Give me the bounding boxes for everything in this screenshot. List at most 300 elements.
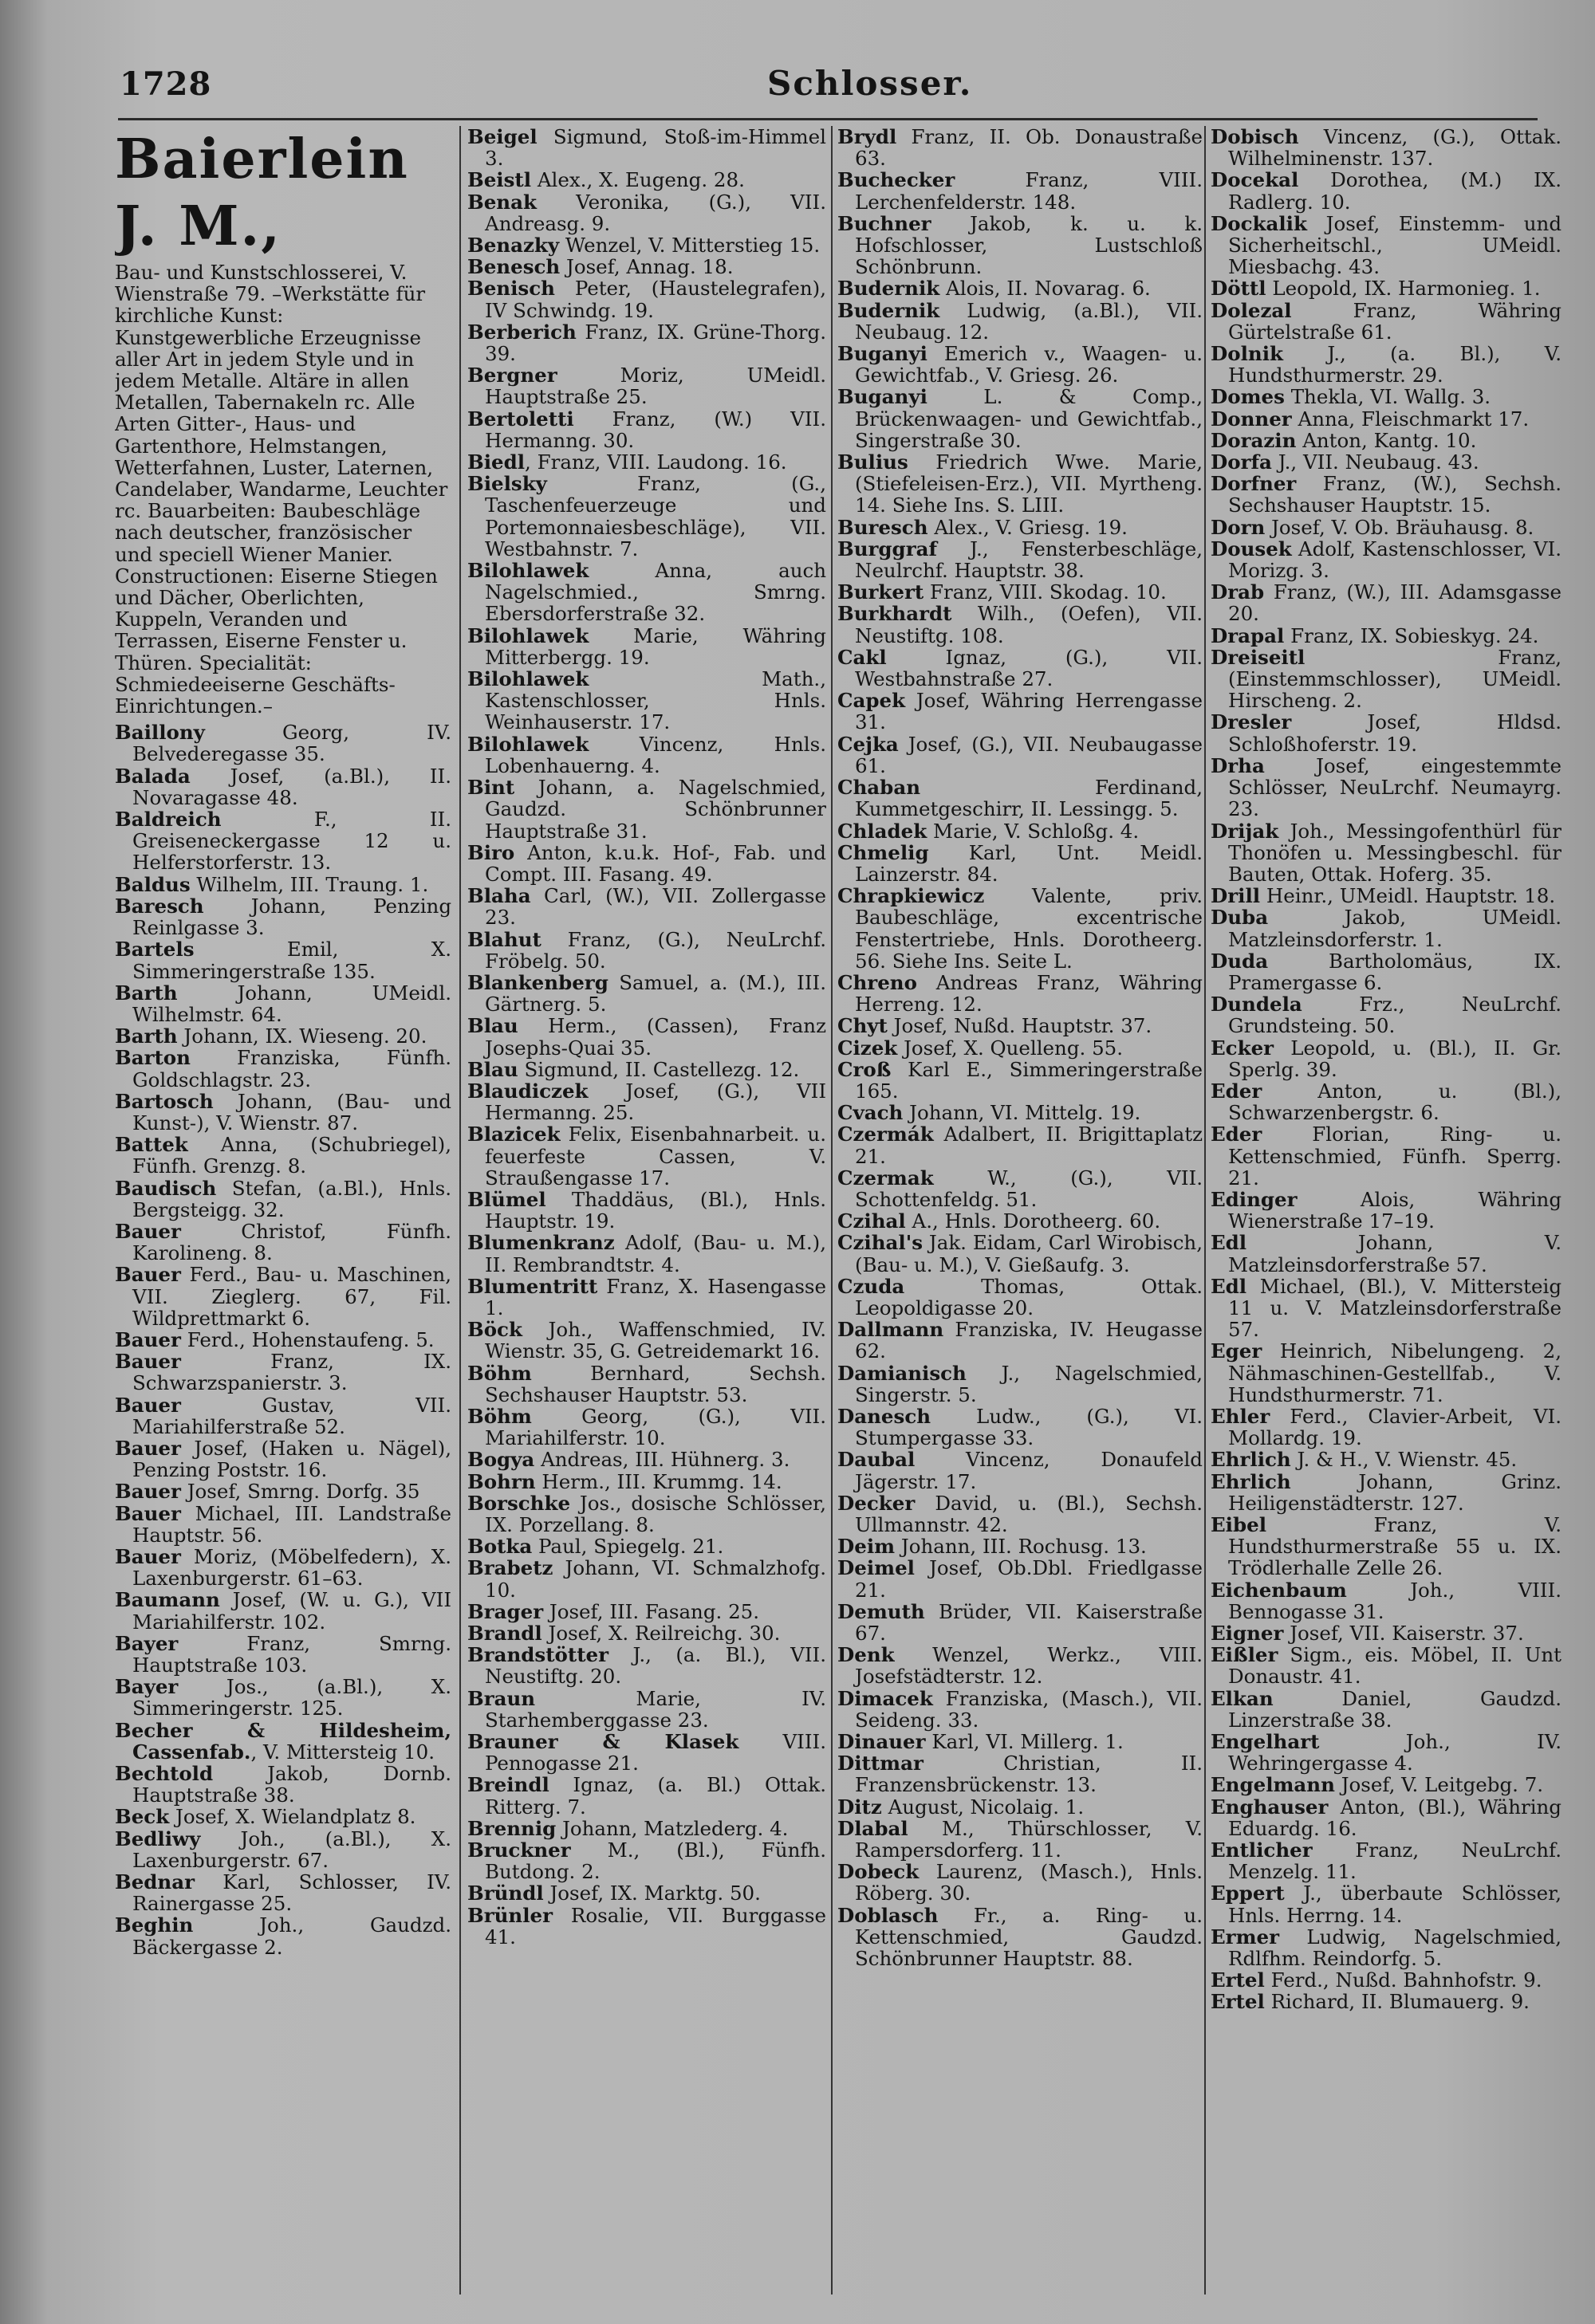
entry-details: Valente, priv. Baubeschläge, excentrische Fenstertriebe, Hnls. Dorotheerg. 56. Siehe Ins. Seite L. <box>855 884 1203 973</box>
entry-name: Blumenkranz <box>467 1231 615 1255</box>
directory-entry <box>115 1720 451 1763</box>
entry-details: Josef, (Haken u. Nägel), Penzing Poststr. 16. <box>132 1436 451 1482</box>
directory-entry <box>1211 1189 1562 1232</box>
directory-entry <box>467 1839 826 1882</box>
entry-name: Eichenbaum <box>1211 1578 1347 1602</box>
directory-entry <box>1211 625 1562 647</box>
directory-entry <box>837 386 1203 451</box>
entry-details: Anna, Fleischmarkt 17. <box>1291 407 1530 431</box>
directory-entry <box>467 126 826 169</box>
entry-name: Baldus <box>115 872 191 896</box>
entry-name: Ecker <box>1211 1036 1274 1060</box>
column-3-entries <box>837 126 1203 1969</box>
directory-entry <box>1211 1406 1562 1449</box>
directory-entry <box>467 1319 826 1362</box>
directory-entry <box>837 1123 1203 1166</box>
directory-entry <box>837 1210 1203 1232</box>
entry-name: Dorfner <box>1211 472 1297 496</box>
entry-name: Blümel <box>467 1187 546 1211</box>
directory-entry <box>115 1221 451 1264</box>
directory-entry <box>837 451 1203 517</box>
directory-entry <box>1211 1340 1562 1406</box>
directory-entry <box>467 364 826 407</box>
directory-entry <box>837 842 1203 885</box>
directory-entry <box>467 1622 826 1644</box>
entry-name: Berberich <box>467 320 577 344</box>
entry-name: Dolnik <box>1211 342 1283 366</box>
entry-name: Bründl <box>467 1882 544 1905</box>
directory-entry <box>1211 451 1562 473</box>
entry-name: Ertel <box>1211 1990 1265 2014</box>
directory-entry <box>1211 213 1562 278</box>
entry-details: J. & H., V. Wienstr. 45. <box>1290 1448 1518 1472</box>
entry-name: Bechtold <box>115 1762 214 1786</box>
entry-details: Vincenz, (G.), Ottak. Wilhelminenstr. 137. <box>1228 126 1562 171</box>
directory-entry <box>1211 1688 1562 1731</box>
entry-details: Peter, (Haustelegrafen), IV Schwindg. 19. <box>485 277 826 322</box>
directory-entry <box>1211 1579 1562 1622</box>
entry-details: Johann, Grinz. Heiligenstädterstr. 127. <box>1228 1469 1562 1515</box>
entry-name: Czihal <box>837 1209 906 1233</box>
directory-entry <box>467 668 826 733</box>
entry-name: Baudisch <box>115 1176 217 1200</box>
entry-details: Stefan, (a.Bl.), Hnls. Bergsteigg. 32. <box>132 1176 451 1221</box>
entry-name: Blazicek <box>467 1123 561 1146</box>
entry-name: Cvach <box>837 1101 904 1125</box>
directory-entry <box>115 1676 451 1719</box>
directory-entry <box>115 1763 451 1806</box>
entry-details: Joh., IV. Wehringergasse 4. <box>1228 1730 1562 1775</box>
directory-entry <box>467 560 826 625</box>
entry-name: Czuda <box>837 1274 905 1298</box>
entry-details: Bartholomäus, IX. Pramergasse 6. <box>1228 949 1562 994</box>
entry-name: Blahut <box>467 927 542 951</box>
column-2 <box>467 126 826 2295</box>
entry-name: Bertoletti <box>467 407 574 431</box>
directory-entry <box>467 1449 826 1470</box>
entry-name: Bauer <box>115 1263 181 1287</box>
entry-details: Dorothea, (M.) IX. Radlerg. 10. <box>1228 168 1562 214</box>
directory-entry <box>467 885 826 928</box>
entry-details: Alex., V. Griesg. 19. <box>927 515 1128 539</box>
entry-details: Ignaz, (a. Bl.) Ottak. Ritterg. 7. <box>485 1773 826 1819</box>
directory-entry <box>1211 950 1562 993</box>
directory-entry <box>115 1871 451 1914</box>
entry-name: Eißler <box>1211 1643 1278 1667</box>
entry-name: Bauer <box>115 1327 181 1351</box>
entry-details: Thekla, VI. Wallg. 3. <box>1284 385 1491 409</box>
entry-details: Johann, Matzlederg. 4. <box>556 1816 789 1840</box>
directory-entry <box>837 820 1203 842</box>
entry-details: Math., Kastenschlosser, Hnls. Weinhauserstr. 17. <box>485 667 826 734</box>
entry-details: Anna, (Schubriegel), Fünfh. Grenzg. 8. <box>132 1133 451 1178</box>
directory-entry <box>837 1861 1203 1904</box>
entry-details: Josef, V. Leitgebg. 7. <box>1334 1773 1544 1797</box>
entry-name: Beghin <box>115 1913 194 1937</box>
directory-entry <box>467 972 826 1015</box>
entry-details: Thaddäus, (Bl.), Hnls. Hauptstr. 19. <box>485 1187 826 1233</box>
entry-details: Thomas, Ottak. Leopoldigasse 20. <box>855 1274 1203 1319</box>
entry-name: Chyt <box>837 1014 888 1038</box>
entry-name: Drijak <box>1211 819 1279 843</box>
entry-details: Moriz, UMeidl. Hauptstraße 25. <box>485 364 826 409</box>
directory-entry <box>837 1492 1203 1536</box>
entry-name: Brünler <box>467 1903 553 1927</box>
directory-entry <box>115 1134 451 1177</box>
entry-name: Bruckner <box>467 1838 571 1862</box>
directory-entry <box>837 1557 1203 1600</box>
entry-name: Doblasch <box>837 1903 939 1927</box>
entry-details: Fr., a. Ring- u. Kettenschmied, Gaudzd. Schönbrunner Hauptstr. 88. <box>855 1903 1203 1971</box>
directory-entry <box>115 1481 451 1502</box>
entry-details: Christian, II. Franzensbrückenstr. 13. <box>855 1752 1203 1797</box>
entry-details: Josef, (W. u. G.), VII Mariahilferstr. 102. <box>132 1588 451 1634</box>
directory-entry <box>115 1091 451 1134</box>
entry-name: Blaudiczek <box>467 1079 589 1103</box>
entry-name: Eger <box>1211 1339 1262 1363</box>
entry-name: Brauner & Klasek <box>467 1730 739 1754</box>
directory-entry <box>837 517 1203 538</box>
directory-entry <box>837 1449 1203 1492</box>
entry-details: Franz, (G., Taschenfeuerzeuge und Portemonnaiesbeschläge), VII. Westbahnstr. 7. <box>485 472 826 560</box>
entry-name: Benak <box>467 190 537 214</box>
directory-entry <box>467 1492 826 1536</box>
directory-entry <box>467 1363 826 1406</box>
entry-details: Christof, Fünfh. Karolineng. 8. <box>132 1219 451 1265</box>
directory-entry <box>1211 1731 1562 1774</box>
entry-name: Deimel <box>837 1556 915 1580</box>
directory-entry <box>1211 538 1562 581</box>
entry-name: Biro <box>467 840 515 864</box>
entry-name: Beistl <box>467 168 532 192</box>
entry-name: Ermer <box>1211 1925 1280 1948</box>
entry-details: Emerich v., Waagen- u. Gewichtfab., V. Griesg. 26. <box>855 342 1203 387</box>
entry-name: Buganyi <box>837 385 927 409</box>
directory-entry <box>837 1796 1203 1818</box>
entry-details: Sigmund, Stoß-im-Himmel 3. <box>485 126 826 171</box>
entry-name: Czihal's <box>837 1231 924 1255</box>
entry-name: Breindl <box>467 1773 549 1797</box>
entry-details: Marie, IV. Starhemberggasse 23. <box>485 1686 826 1732</box>
entry-name: Böck <box>467 1318 522 1342</box>
entry-details: Ludw., (G.), VI. Stumpergasse 33. <box>855 1404 1203 1450</box>
directory-entry <box>1211 430 1562 451</box>
entry-details: Josef, Smrng. Dorfg. 35 <box>180 1480 420 1504</box>
directory-entry <box>1211 1123 1562 1189</box>
directory-entry <box>837 1363 1203 1406</box>
entry-details: Johann, III. Rochusg. 13. <box>895 1535 1147 1559</box>
directory-entry <box>467 169 826 191</box>
directory-entry <box>837 690 1203 733</box>
entry-details: Jak. Eidam, Carl Wirobisch, (Bau- u. M.), V. Gießaufg. 3. <box>855 1231 1203 1276</box>
directory-entry <box>1211 1080 1562 1123</box>
entry-details: Alex., X. Eugeng. 28. <box>531 168 745 192</box>
entry-details: Karl, VI. Millerg. 1. <box>925 1730 1124 1754</box>
entry-details: Joh., Messingofenthürl für Thonöfen u. Messingbeschl. für Bauten, Ottak. Hoferg. 35. <box>1228 819 1562 886</box>
directory-entry <box>115 1633 451 1676</box>
entry-details: Franz, V. Hundsthurmerstraße 55 u. IX. Trödlerhalle Zelle 26. <box>1228 1513 1562 1580</box>
entry-details: F., II. Greiseneckergasse 12 u. Helferstorferstr. 13. <box>132 808 451 875</box>
entry-name: Buresch <box>837 515 928 539</box>
directory-entry <box>467 451 826 473</box>
entry-details: Johann, VI. Schmalzhofg. 10. <box>485 1556 826 1602</box>
entry-details: Franziska, IV. Heugasse 62. <box>855 1318 1203 1363</box>
entry-name: Dreiseitl <box>1211 645 1306 669</box>
entry-name: Dousek <box>1211 537 1292 560</box>
entry-details: Ludwig, Nagelschmied, Rdlfhm. Reindorfg. 5. <box>1228 1925 1562 1971</box>
directory-entry <box>467 408 826 451</box>
entry-name: Böhm <box>467 1404 532 1428</box>
directory-entry <box>115 1503 451 1546</box>
entry-name: Dlabal <box>837 1816 908 1840</box>
entry-name: Bilohlawek <box>467 667 589 691</box>
entry-details: Daniel, Gaudzd. Linzerstraße 38. <box>1228 1686 1562 1732</box>
entry-name: Croß <box>837 1057 892 1081</box>
directory-entry <box>837 1167 1203 1210</box>
directory-entry <box>467 1232 826 1275</box>
entry-name: Brabetz <box>467 1556 553 1580</box>
directory-entry <box>1211 126 1562 169</box>
entry-name: Dundela <box>1211 993 1302 1017</box>
entry-name: Bauer <box>115 1544 181 1568</box>
entry-name: Baillony <box>115 721 205 745</box>
entry-details: Leopold, IX. Harmonieg. 1. <box>1266 277 1541 301</box>
entry-name: Chrapkiewicz <box>837 884 985 908</box>
directory-entry <box>1211 1882 1562 1925</box>
entry-name: Dinauer <box>837 1730 926 1754</box>
entry-name: Bergner <box>467 364 557 387</box>
directory-entry <box>467 1557 826 1600</box>
entry-name: Benesch <box>467 255 561 279</box>
directory-entry <box>1211 473 1562 516</box>
directory-entry <box>837 169 1203 212</box>
entry-name: Cakl <box>837 645 887 669</box>
entry-details: A., Hnls. Dorotheerg. 60. <box>905 1209 1161 1233</box>
entry-details: Franz, (W.), III. Adamsgasse 20. <box>1228 580 1562 626</box>
entry-details: Josef, Annag. 18. <box>560 255 734 279</box>
entry-details: J., überbaute Schlösser, Hnls. Herrng. 14. <box>1228 1882 1562 1927</box>
entry-details: Josef, IX. Marktg. 50. <box>543 1882 761 1905</box>
entry-details: Marie, Währing Mitterbergg. 19. <box>485 623 826 669</box>
directory-entry <box>467 1471 826 1492</box>
entry-name: Eppert <box>1211 1882 1285 1905</box>
directory-entry <box>115 722 451 765</box>
entry-details: Anna, auch Nagelschmied., Smrng. Ebersdorferstraße 32. <box>485 559 826 626</box>
entry-details: Josef, V. Ob. Bräuhausg. 8. <box>1265 515 1534 539</box>
directory-entry <box>837 733 1203 777</box>
directory-entry <box>837 277 1203 299</box>
entry-name: Duba <box>1211 906 1269 930</box>
directory-entry <box>1211 1449 1562 1470</box>
entry-name: Bilohlawek <box>467 732 589 756</box>
directory-entry <box>115 874 451 895</box>
directory-entry <box>467 777 826 842</box>
entry-details: Johann, a. Nagelschmied, Gaudzd. Schönbrunner Hauptstraße 31. <box>485 776 826 843</box>
entry-details: J., VII. Neubaug. 43. <box>1271 450 1479 474</box>
entry-details: Heinr., UMeidl. Hauptstr. 18. <box>1260 884 1556 908</box>
entry-details: Wilh., (Oefen), VII. Neustiftg. 108. <box>855 602 1203 647</box>
entry-name: Chmelig <box>837 840 929 864</box>
column-divider <box>831 126 833 2295</box>
entry-name: Ehrlich <box>1211 1448 1291 1472</box>
directory-entry <box>467 1059 826 1080</box>
directory-entry <box>467 1276 826 1319</box>
directory-entry <box>1211 711 1562 754</box>
entry-name: Beigel <box>467 126 538 148</box>
entry-name: Botka <box>467 1535 533 1559</box>
entry-name: Dresler <box>1211 710 1292 734</box>
entry-name: Böhm <box>467 1361 532 1385</box>
entry-details: Josef, X. Quelleng. 55. <box>897 1036 1124 1060</box>
entry-details: Leopold, u. (Bl.), II. Gr. Sperlg. 39. <box>1228 1036 1562 1081</box>
entry-details: Franz, Smrng. Hauptstraße 103. <box>132 1631 451 1677</box>
directory-entry <box>1211 300 1562 343</box>
entry-details: Adolf, Kastenschlosser, VI. Morizg. 3. <box>1228 537 1562 583</box>
entry-details: Paul, Spiegelg. 21. <box>532 1535 724 1559</box>
directory-entry <box>837 603 1203 646</box>
entry-details: Franz, (W.) VII. Hermanng. 30. <box>485 407 826 452</box>
entry-details: Franz, X. Hasengasse 1. <box>485 1274 826 1319</box>
entry-details: Josef, Einstemm- und Sicherheitschl., UMeidl. Miesbachg. 43. <box>1228 211 1562 279</box>
entry-details: Jos., (a.Bl.), X. Simmeringerstr. 125. <box>132 1675 451 1720</box>
entry-details: Ferd., Nußd. Bahnhofstr. 9. <box>1264 1968 1542 1992</box>
entry-name: Damianisch <box>837 1361 967 1385</box>
entry-name: Burkert <box>837 580 924 604</box>
directory-entry <box>115 1806 451 1827</box>
entry-details: Carl, (W.), VII. Zollergasse 23. <box>485 884 826 930</box>
directory-entry <box>467 929 826 972</box>
entry-name: Barton <box>115 1046 191 1070</box>
entry-details: Johann, UMeidl. Wilhelmstr. 64. <box>132 981 451 1026</box>
entry-details: Georg, (G.), VII. Mariahilferstr. 10. <box>485 1404 826 1450</box>
entry-name: Cejka <box>837 732 899 756</box>
directory-entry <box>1211 408 1562 430</box>
entry-details: , Franz, VIII. Laudong. 16. <box>525 450 787 474</box>
directory-entry <box>115 1351 451 1394</box>
entry-details: Gustav, VII. Mariahilferstraße 52. <box>132 1393 451 1438</box>
entry-details: Franz, (W.), Sechsh. Sechshauser Hauptstr. 15. <box>1228 472 1562 517</box>
entry-name: Dorn <box>1211 515 1266 539</box>
entry-details: Friedrich Wwe. Marie, (Stiefeleisen-Erz.), VII. Myrtheng. 14. Siehe Ins. S. LIII. <box>855 450 1203 517</box>
entry-name: Bilohlawek <box>467 559 589 583</box>
entry-details: J., Nagelschmied, Singerstr. 5. <box>855 1361 1203 1406</box>
entry-details: Moriz, (Möbelfedern), X. Laxenburgerstr. 61–63. <box>132 1544 451 1591</box>
entry-name: Dockalik <box>1211 211 1307 235</box>
column-1-entries <box>115 722 451 1958</box>
entry-name: Drapal <box>1211 623 1285 647</box>
entry-name: Elkan <box>1211 1686 1274 1710</box>
entry-name: Bayer <box>115 1675 179 1699</box>
entry-name: Chladek <box>837 819 927 843</box>
directory-entry <box>115 1546 451 1589</box>
entry-name: Barth <box>115 1024 178 1048</box>
entry-name: Bauer <box>115 1501 181 1525</box>
entry-name: Burggraf <box>837 537 938 560</box>
entry-details: Sigm., eis. Möbel, II. Unt Donaustr. 41. <box>1228 1643 1562 1689</box>
entry-name: Ertel <box>1211 1968 1265 1992</box>
directory-entry <box>115 1178 451 1221</box>
entry-name: Bartosch <box>115 1089 214 1113</box>
directory-entry <box>115 895 451 938</box>
entry-details: Johann, IX. Wieseng. 20. <box>177 1024 427 1048</box>
entry-name: Benisch <box>467 277 555 301</box>
entry-details: Alois, II. Novarag. 6. <box>939 277 1151 301</box>
directory-entry <box>467 1189 826 1232</box>
entry-details: Josef, Nußd. Hauptstr. 37. <box>887 1014 1152 1038</box>
directory-entry <box>467 1688 826 1731</box>
directory-entry <box>467 1406 826 1449</box>
directory-entry <box>467 1601 826 1622</box>
directory-entry <box>115 938 451 981</box>
entry-name: Edinger <box>1211 1187 1298 1211</box>
entry-details: M., Thürschlosser, V. Rampersdorferg. 11. <box>855 1816 1203 1862</box>
directory-entry <box>1211 1969 1562 1991</box>
entry-name: Becher & Hildesheim, Cassenfab. <box>115 1718 451 1764</box>
entry-name: Dallmann <box>837 1318 944 1342</box>
entry-details: Josef, (G.), VII. Neubaugasse 61. <box>855 732 1203 777</box>
entry-details: Frz., NeuLrchf. Grundsteing. 50. <box>1228 993 1562 1038</box>
entry-details: Josef, X. Wielandplatz 8. <box>169 1805 416 1829</box>
directory-entry <box>1211 885 1562 906</box>
directory-entry <box>837 1059 1203 1102</box>
directory-entry <box>467 1774 826 1817</box>
directory-entry <box>1211 647 1562 712</box>
entry-details: Franziska, Fünfh. Goldschlagstr. 23. <box>132 1046 451 1091</box>
column-1 <box>115 126 451 2295</box>
directory-entry <box>467 473 826 560</box>
entry-name: Decker <box>837 1491 916 1515</box>
entry-name: Eder <box>1211 1123 1262 1146</box>
entry-details: Vincenz, Donaufeld Jägerstr. 17. <box>855 1448 1203 1493</box>
entry-name: Edl <box>1211 1231 1247 1255</box>
directory-entry <box>837 972 1203 1015</box>
entry-details: M., (Bl.), Fünfh. Butdong. 2. <box>485 1838 826 1884</box>
entry-details: Joh., VIII. Bennogasse 31. <box>1228 1578 1562 1623</box>
entry-details: Rosalie, VII. Burggasse 41. <box>485 1903 826 1948</box>
entry-name: Chreno <box>837 970 917 994</box>
directory-entry <box>467 625 826 668</box>
directory-entry <box>1211 1514 1562 1579</box>
entry-name: Buchner <box>837 211 931 235</box>
directory-entry <box>467 277 826 320</box>
entry-details: Ferd., Bau- u. Maschinen, VII. Zieglerg. 67, Fil. Wildprettmarkt 6. <box>132 1263 451 1330</box>
entry-details: J., (a. Bl.), V. Hundsthurmerstr. 29. <box>1228 342 1562 387</box>
entry-name: Biedl <box>467 450 526 474</box>
directory-entry <box>1211 1471 1562 1514</box>
entry-name: Deim <box>837 1535 896 1559</box>
directory-entry <box>837 647 1203 690</box>
entry-details: Franz, VIII. Lerchenfelderstr. 148. <box>855 168 1203 214</box>
entry-name: Brager <box>467 1599 544 1623</box>
entry-name: Dolezal <box>1211 298 1292 322</box>
entry-details: Josef, (G.), VII Hermanng. 25. <box>485 1079 826 1125</box>
entry-details: Joh., Gaudzd. Bäckergasse 2. <box>132 1913 451 1959</box>
entry-details: Josef, (a.Bl.), II. Novaragasse 48. <box>132 764 451 809</box>
column-4-entries <box>1211 126 1562 2013</box>
entry-details: VIII. Pennogasse 21. <box>485 1730 826 1775</box>
entry-details: Sigmund, II. Castellezg. 12. <box>518 1057 800 1081</box>
directory-entry <box>1211 386 1562 407</box>
entry-details: Josef, Ob.Dbl. Friedlgasse 21. <box>855 1556 1203 1602</box>
directory-entry <box>467 1644 826 1687</box>
entry-details: Franz, NeuLrchf. Menzelg. 11. <box>1228 1838 1562 1884</box>
entry-name: Benazky <box>467 234 560 258</box>
directory-entry <box>467 1080 826 1123</box>
directory-entry <box>837 1752 1203 1795</box>
directory-entry <box>1211 1644 1562 1687</box>
entry-name: Bauer <box>115 1480 181 1504</box>
entry-name: Dobisch <box>1211 126 1299 148</box>
